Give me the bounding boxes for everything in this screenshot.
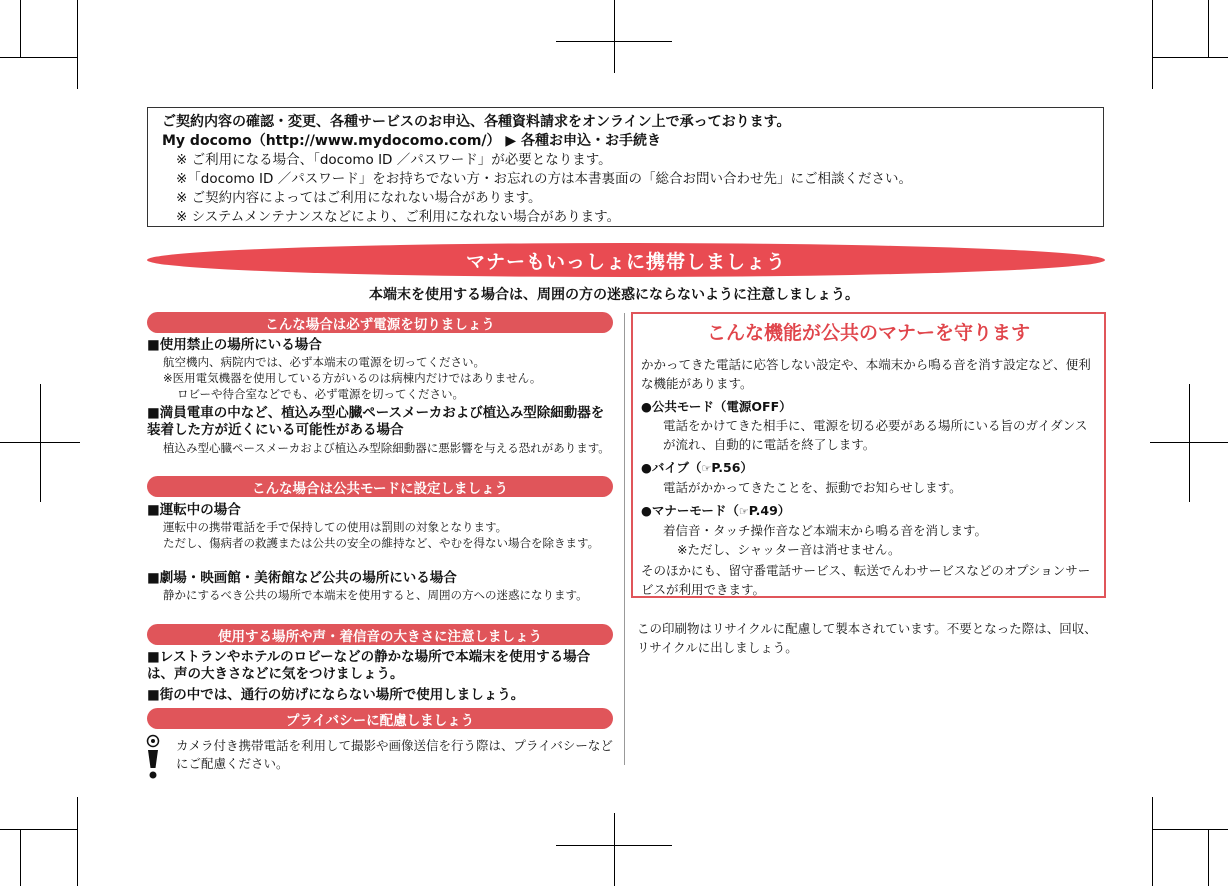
contact-note: ※ ご契約内容によってはご利用になれない場合があります。 [176,190,542,206]
contact-note: ※「docomo ID ／パスワード」をお持ちでない方・お忘れの方は本書裏面の「総合お問い合わせ先」にご相談ください。 [176,171,913,187]
page-ref: P.49） [748,503,791,518]
section-note: ロビーや待合室などでも、必ず電源を切ってください。 [177,387,465,401]
section-title-volume: 使用する場所や声・着信音の大きさに注意しましょう [147,624,613,645]
section-heading: ■劇場・映画館・美術館など公共の場所にいる場合 [147,570,457,586]
section-heading: ■街の中では、通行の妨げにならない場所で使用しましょう。 [147,687,525,703]
caution-icon [143,733,163,781]
section-body: 静かにするべき公共の場所で本端末を使用すると、周囲の方への迷惑になります。 [163,588,588,602]
section-body: 航空機内、病院内では、必ず本端末の電源を切ってください。 [163,355,485,369]
privacy-text: カメラ付き携帯電話を利用して撮影や画像送信を行う際は、プライバシーなどにご配慮ください。 [176,738,613,771]
feature-label: ●マナーモード（ [641,503,739,518]
feature-body: 電話をかけてきた相手に、電源を切る必要がある場所にいる旨のガイダンスが流れ、自動的に電話を終了します。 [663,418,1088,452]
feature-body: 着信音・タッチ操作音など本端末から鳴る音を消します。 [663,523,988,538]
mydocomo-link[interactable]: My docomo（http://www.mydocomo.com/） ▶ 各種お申込・お手続き [162,133,662,149]
page-ref: P.56） [711,460,753,475]
feature-note: ※ただし、シャッター音は消せません。 [677,542,901,557]
section-title-power-off: こんな場合は必ず電源を切りましょう [147,312,613,333]
feature-manner-mode [641,501,1096,521]
features-intro: かかってきた電話に応答しない設定や、本端末から鳴る音を消す設定など、便利な機能があります。 [641,357,1091,391]
section-title-public-mode: こんな場合は公共モードに設定しましょう [147,476,613,497]
feature-public-mode: ●公共モード（電源OFF） [641,399,792,414]
section-heading: ■満員電車の中など、植込み型心臓ペースメーカおよび植込み型除細動器を装着した方が近くにいる可能性がある場合 [147,405,605,438]
section-note: ※医用電気機器を使用している方がいるのは病棟内だけではありません。 [163,371,542,385]
manner-banner: マナーもいっしょに携帯しましょう [147,243,1105,277]
section-heading: ■運転中の場合 [147,502,241,518]
recycle-note: この印刷物はリサイクルに配慮して製本されています。不要となった際は、回収、リサイクルに出しましょう。 [637,621,1097,655]
pointing-hand-icon: ☞ [738,505,749,518]
section-body: 運転中の携帯電話を手で保持しての使用は罰則の対象となります。 [163,520,508,534]
contact-lead: ご契約内容の確認・変更、各種サービスのお申込、各種資料請求をオンライン上で承っております。 [162,114,791,130]
feature-label: ●バイブ（ [641,460,702,475]
contact-note: ※ システムメンテナンスなどにより、ご利用になれない場合があります。 [176,209,621,225]
docomo-contact-box [147,107,1104,227]
section-title-privacy: プライバシーに配慮しましょう [147,708,613,729]
section-body: 植込み型心臓ペースメーカおよび植込み型除細動器に悪影響を与える恐れがあります。 [163,441,610,455]
pointing-hand-icon: ☞ [701,462,712,475]
feature-vibe [641,458,1096,478]
features-outro: そのほかにも、留守番電話サービス、転送でんわサービスなどのオプションサービスが利用できます。 [641,563,1091,597]
section-heading: ■使用禁止の場所にいる場合 [147,337,322,353]
features-title: こんな機能が公共のマナーを守ります [706,322,1030,344]
section-heading: ■レストランやホテルのロビーなどの静かな場所で本端末を使用する場合は、声の大きさなどに気をつけましょう。 [147,649,591,682]
manner-subtitle: 本端末を使用する場合は、周囲の方の迷惑にならないように注意しましょう。 [369,287,859,303]
public-manner-features-box [631,312,1106,598]
feature-body: 電話がかかってきたことを、振動でお知らせします。 [663,480,962,495]
contact-note: ※ ご利用になる場合、「docomo ID ／パスワード」が必要となります。 [176,152,612,168]
section-body: ただし、傷病者の救護または公共の安全の維持など、やむを得ない場合を除きます。 [163,536,600,550]
column-divider [624,313,625,765]
